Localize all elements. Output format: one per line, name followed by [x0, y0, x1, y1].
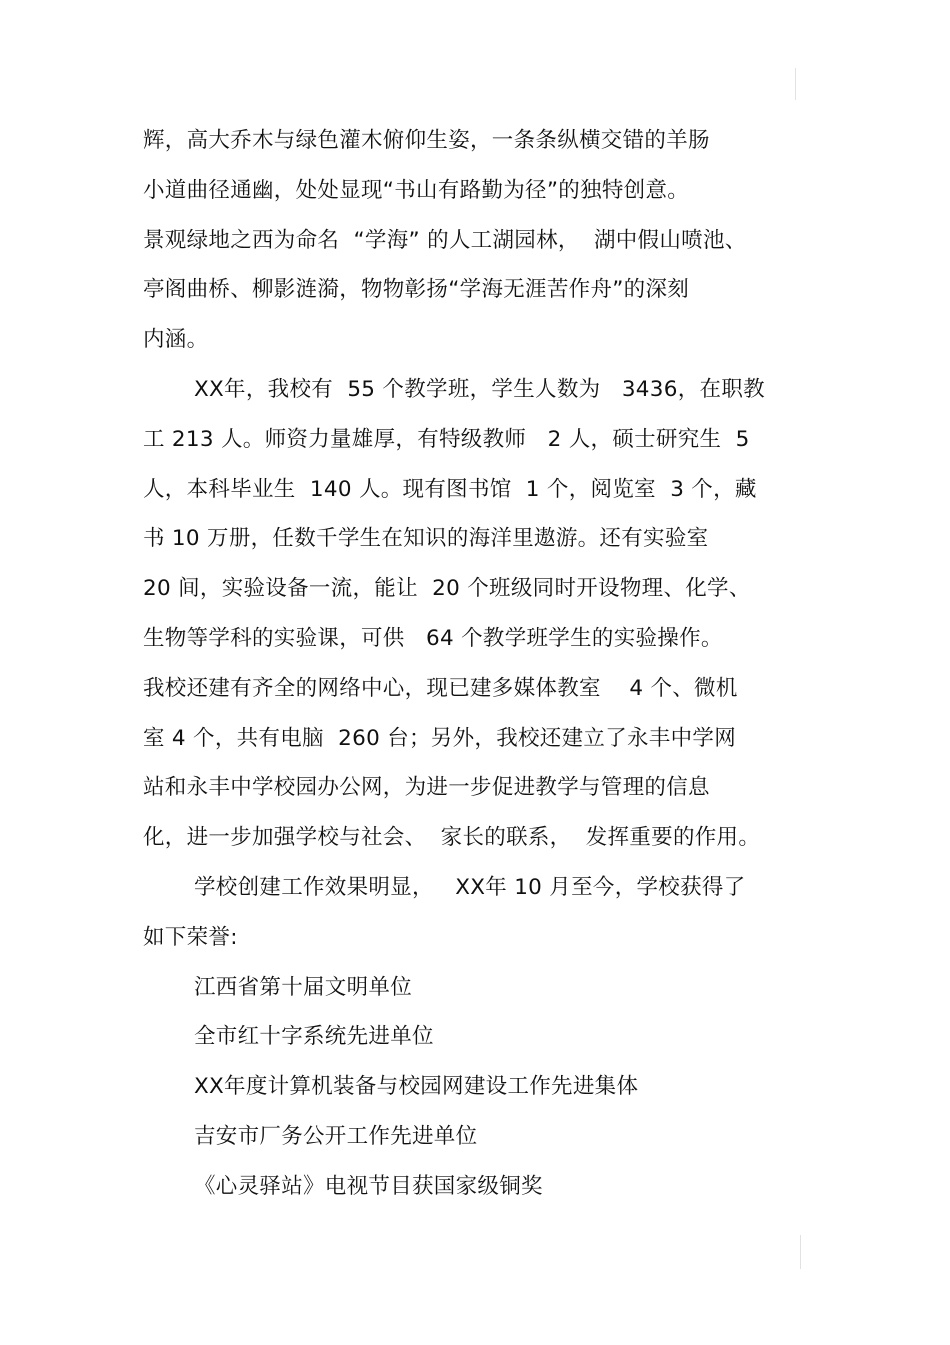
text-line: 站和永丰中学校园办公网，为进一步促进教学与管理的信息 [143, 775, 710, 801]
paragraph-start-line: XX年，我校有 55 个教学班，学生人数为 3436，在职教 [194, 376, 765, 402]
honor-list-item: 全市红十字系统先进单位 [194, 1024, 434, 1050]
honor-list-item: XX年度计算机装备与校园网建设工作先进集体 [194, 1074, 639, 1100]
text-line: 亭阁曲桥、柳影涟漪，物物彰扬“学海无涯苦作舟”的深刻 [143, 277, 690, 303]
text-line: 书 10 万册，任数千学生在知识的海洋里遨游。还有实验室 [143, 526, 709, 552]
page-edge-mark-bottom [800, 1235, 801, 1269]
honor-list-item: 江西省第十届文明单位 [194, 974, 413, 1000]
text-line: 工 213 人。师资力量雄厚，有特级教师 2 人，硕士研究生 5 [143, 426, 750, 452]
honor-list-item: 《心灵驿站》电视节目获国家级铜奖 [194, 1173, 543, 1199]
text-line: 生物等学科的实验课，可供 64 个教学班学生的实验操作。 [143, 625, 723, 651]
text-line: 20 间，实验设备一流，能让 20 个班级同时开设物理、化学、 [143, 576, 751, 602]
text-line: 我校还建有齐全的网络中心，现已建多媒体教室 4 个、微机 [143, 675, 738, 701]
page-edge-mark-top [795, 68, 796, 100]
text-line: 化，进一步加强学校与社会、 家长的联系， 发挥重要的作用。 [143, 825, 761, 851]
paragraph-start-line: 学校创建工作效果明显， XX年 10 月至今，学校获得了 [194, 874, 746, 900]
honor-list-item: 吉安市厂务公开工作先进单位 [194, 1123, 478, 1149]
text-line: 小道曲径通幽，处处显现“书山有路勤为径”的独特创意。 [143, 177, 690, 203]
text-line: 内涵。 [143, 327, 209, 353]
text-line: 辉，高大乔木与绿色灌木俯仰生姿，一条条纵横交错的羊肠 [143, 128, 710, 153]
document-body [143, 116, 823, 1212]
text-line: 人，本科毕业生 140 人。现有图书馆 1 个，阅览室 3 个，藏 [143, 476, 757, 502]
text-line: 室 4 个，共有电脑 260 台；另外，我校还建立了永丰中学网 [143, 725, 736, 751]
text-line: 如下荣誉: [143, 924, 238, 950]
text-line: 景观绿地之西为命名 “学海” 的人工湖园林， 湖中假山喷池、 [143, 227, 747, 253]
